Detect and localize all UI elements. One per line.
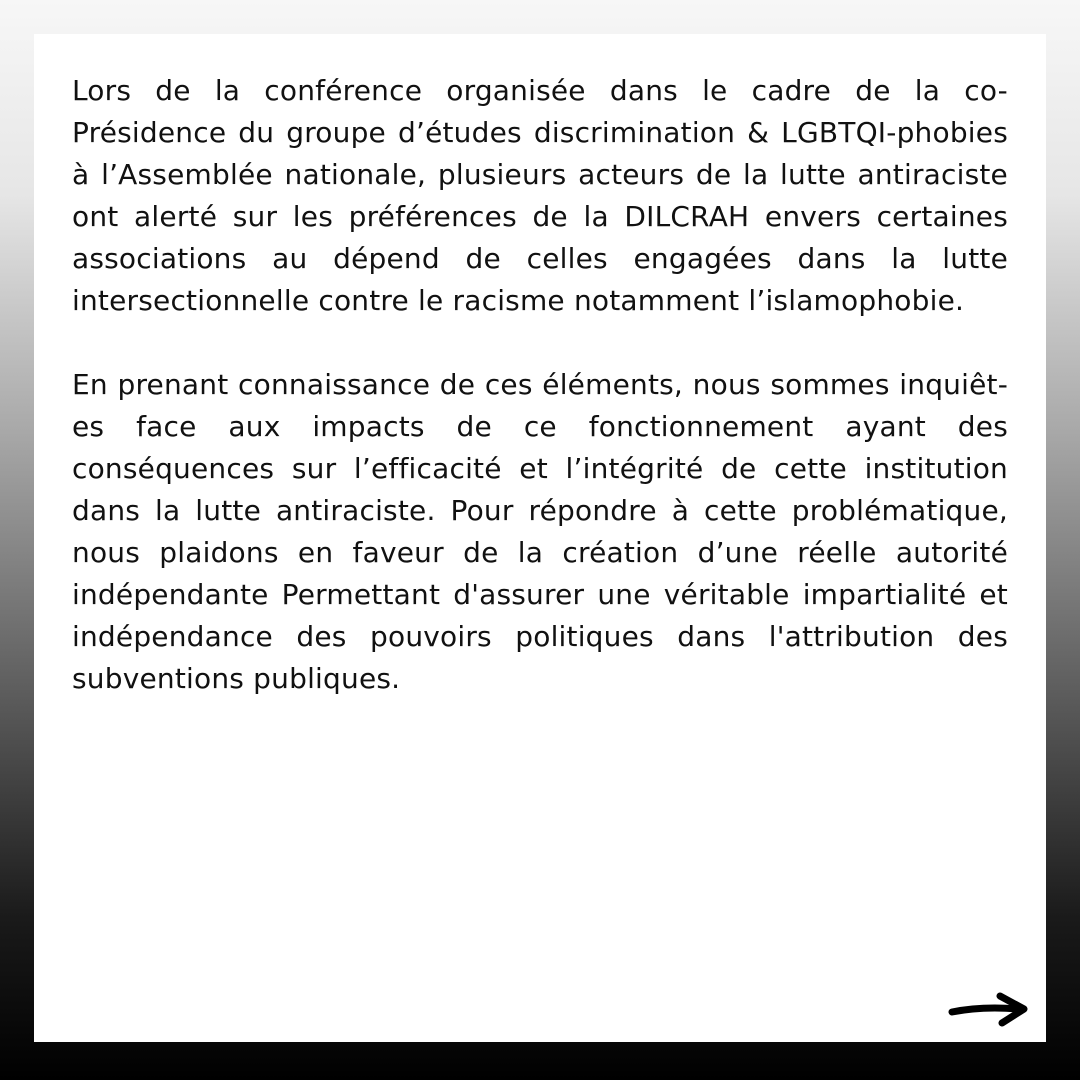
paragraph-1: Lors de la conférence organisée dans le cadre de la co-Présidence du groupe d’études discrimination & LGBTQI-phobies à l’Assemblée nationale, plusieurs acteurs de la lutte antiraciste ont alerté sur les préférences de la DILCRAH envers certaines associations au dépend de celles engagées dans la lutte intersectionnelle contre le racisme notamment l’islamophobie. (72, 74, 1008, 317)
paragraph-2: En prenant connaissance de ces éléments, nous sommes inquiêt-es face aux impacts de ce fonctionnement ayant des conséquences sur l’efficacité et l’intégrité de cette institution dans la lutte antiraciste. Pour répondre à cette problématique, nous plaidons en faveur de la création d’une réelle autorité indépendante Permettant d'assurer une véritable impartialité et indépendance des pouvoirs politiques dans l'attribution des subventions publiques. (72, 368, 1008, 695)
content-card (34, 34, 1046, 1042)
text-block (72, 70, 1008, 742)
arrow-right-icon (948, 990, 1030, 1030)
next-slide-button[interactable] (948, 990, 1030, 1030)
